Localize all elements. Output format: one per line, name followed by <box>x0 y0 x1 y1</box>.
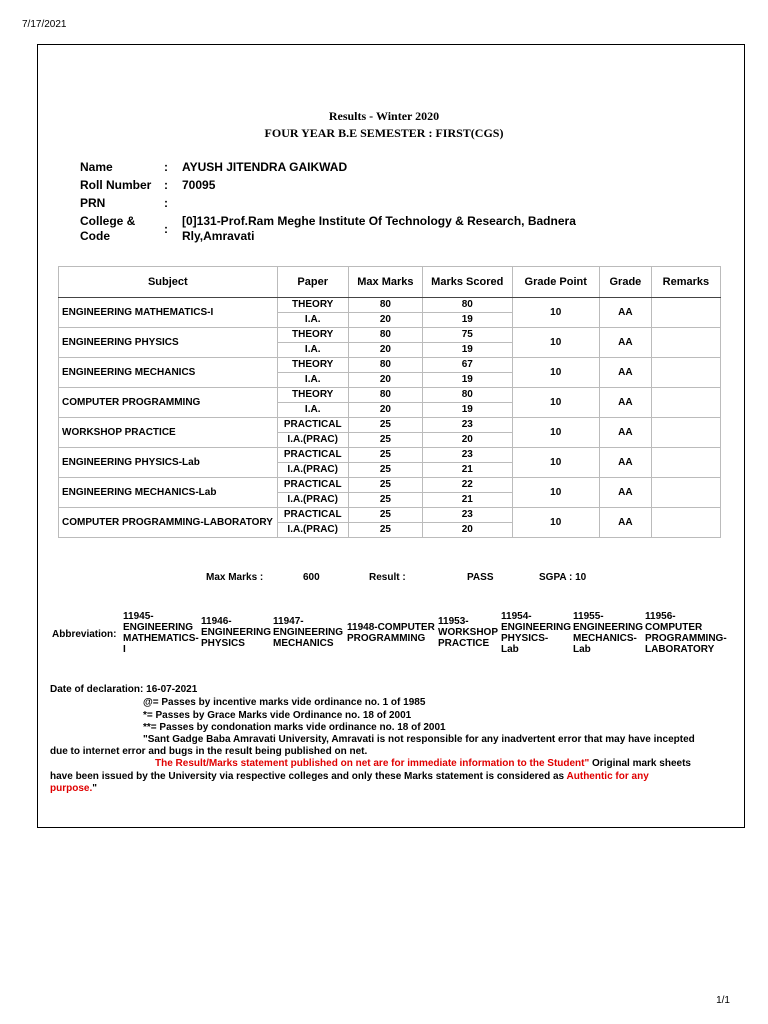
max-marks: 20 <box>348 403 422 418</box>
result-title: Results - Winter 2020 <box>328 109 440 123</box>
prn-label: PRN <box>80 196 106 210</box>
incentive-note: @= Passes by incentive marks vide ordinance no. 1 of 1985 <box>143 697 426 708</box>
paper-type: PRACTICAL <box>277 508 348 523</box>
college-line-2: Rly,Amravati <box>182 229 255 243</box>
grade: AA <box>599 448 651 478</box>
abbreviation-label: Abbreviation: <box>52 629 117 640</box>
net-notice-line <box>155 757 691 770</box>
roll-label: Roll Number <box>80 178 152 192</box>
marks-table <box>58 266 721 538</box>
marks-scored: 19 <box>423 373 512 388</box>
paper-type: I.A. <box>277 313 348 328</box>
authentic-red: Authentic for any <box>566 771 649 782</box>
max-marks: 80 <box>348 298 422 313</box>
paper-type: I.A. <box>277 343 348 358</box>
grade-point: 10 <box>512 478 599 508</box>
purpose-red: purpose. <box>50 783 93 794</box>
max-marks: 80 <box>348 328 422 343</box>
col-marks-scored: Marks Scored <box>423 267 512 298</box>
abbreviation-item: 11947- ENGINEERING MECHANICS <box>273 616 344 649</box>
max-marks: 20 <box>348 373 422 388</box>
col-paper: Paper <box>277 267 348 298</box>
max-marks: 25 <box>348 433 422 448</box>
marks-scored: 21 <box>423 463 512 478</box>
max-marks: 20 <box>348 313 422 328</box>
semester-title: FOUR YEAR B.E SEMESTER : FIRST(CGS) <box>264 126 504 140</box>
paper-type: I.A.(PRAC) <box>277 523 348 538</box>
remarks <box>651 418 720 448</box>
grade-point: 10 <box>512 328 599 358</box>
table-row <box>59 418 721 433</box>
max-marks: 25 <box>348 523 422 538</box>
grade: AA <box>599 298 651 328</box>
remarks <box>651 298 720 328</box>
remarks <box>651 478 720 508</box>
subject-name: COMPUTER PROGRAMMING-LABORATORY <box>59 508 278 538</box>
college-colon: : <box>164 222 168 236</box>
marks-scored: 20 <box>423 433 512 448</box>
issued-text: have been issued by the University via respective colleges and only these Marks statement is considered as <box>50 771 565 782</box>
result-value: PASS <box>467 572 494 583</box>
disclaimer-line-2: due to internet error and bugs in the result being published on net. <box>50 746 368 757</box>
table-header-row <box>59 267 721 298</box>
condonation-note: **= Passes by condonation marks vide ordinance no. 18 of 2001 <box>143 722 446 733</box>
max-marks: 80 <box>348 358 422 373</box>
subject-name: ENGINEERING MECHANICS <box>59 358 278 388</box>
marks-scored: 23 <box>423 418 512 433</box>
max-marks: 25 <box>348 493 422 508</box>
paper-type: THEORY <box>277 328 348 343</box>
col-grade: Grade <box>599 267 651 298</box>
subject-name: WORKSHOP PRACTICE <box>59 418 278 448</box>
paper-type: PRACTICAL <box>277 478 348 493</box>
col-remarks: Remarks <box>651 267 720 298</box>
paper-type: THEORY <box>277 298 348 313</box>
paper-type: PRACTICAL <box>277 448 348 463</box>
marks-scored: 21 <box>423 493 512 508</box>
col-subject: Subject <box>59 267 278 298</box>
subject-name: COMPUTER PROGRAMMING <box>59 388 278 418</box>
issued-line <box>50 770 649 783</box>
grade: AA <box>599 328 651 358</box>
college-label-1: College & <box>80 214 136 228</box>
max-marks: 25 <box>348 418 422 433</box>
abbreviation-item: 11956- COMPUTER PROGRAMMING- LABORATORY <box>645 611 727 655</box>
marks-scored: 19 <box>423 403 512 418</box>
max-marks: 25 <box>348 448 422 463</box>
subject-name: ENGINEERING MATHEMATICS-I <box>59 298 278 328</box>
remarks <box>651 508 720 538</box>
subject-name: ENGINEERING PHYSICS-Lab <box>59 448 278 478</box>
table-row <box>59 388 721 403</box>
marks-scored: 67 <box>423 358 512 373</box>
grade: AA <box>599 478 651 508</box>
subject-name: ENGINEERING PHYSICS <box>59 328 278 358</box>
table-row <box>59 298 721 313</box>
page-number: 1/1 <box>716 995 730 1006</box>
paper-type: I.A.(PRAC) <box>277 463 348 478</box>
col-grade-point: Grade Point <box>512 267 599 298</box>
max-marks: 25 <box>348 508 422 523</box>
grade: AA <box>599 418 651 448</box>
max-marks: 80 <box>348 388 422 403</box>
original-marksheets: Original mark sheets <box>589 758 691 769</box>
max-marks: 25 <box>348 478 422 493</box>
grade: AA <box>599 388 651 418</box>
college-label-2: Code <box>80 229 110 243</box>
print-date: 7/17/2021 <box>22 19 67 30</box>
paper-type: I.A.(PRAC) <box>277 433 348 448</box>
prn-colon: : <box>164 196 168 210</box>
paper-type: THEORY <box>277 388 348 403</box>
remarks <box>651 448 720 478</box>
grade-point: 10 <box>512 418 599 448</box>
remarks <box>651 328 720 358</box>
roll-number: 70095 <box>182 178 216 192</box>
remarks <box>651 358 720 388</box>
paper-type: I.A. <box>277 403 348 418</box>
paper-type: THEORY <box>277 358 348 373</box>
max-marks-value: 600 <box>303 572 320 583</box>
remarks <box>651 388 720 418</box>
max-marks: 25 <box>348 463 422 478</box>
grade-point: 10 <box>512 298 599 328</box>
college-line-1: [0]131-Prof.Ram Meghe Institute Of Technology & Research, Badnera <box>182 214 576 228</box>
abbreviation-item: 11948-COMPUTER PROGRAMMING <box>347 622 435 644</box>
table-row <box>59 478 721 493</box>
declaration-date: Date of declaration: 16-07-2021 <box>50 684 198 695</box>
roll-colon: : <box>164 178 168 192</box>
abbreviation-item: 11946- ENGINEERING PHYSICS <box>201 616 272 649</box>
purpose-line <box>50 782 97 795</box>
grade-point: 10 <box>512 448 599 478</box>
marks-scored: 22 <box>423 478 512 493</box>
grade: AA <box>599 508 651 538</box>
table-row <box>59 328 721 343</box>
grade-point: 10 <box>512 358 599 388</box>
table-row <box>59 448 721 463</box>
marks-scored: 20 <box>423 523 512 538</box>
max-marks-label: Max Marks : <box>206 572 264 583</box>
paper-type: I.A. <box>277 373 348 388</box>
name-colon: : <box>164 160 168 174</box>
grace-note: *= Passes by Grace Marks vide Ordinance no. 18 of 2001 <box>143 710 412 721</box>
marks-scored: 80 <box>423 298 512 313</box>
marks-scored: 19 <box>423 313 512 328</box>
col-max-marks: Max Marks <box>348 267 422 298</box>
name-label: Name <box>80 160 113 174</box>
table-row <box>59 358 721 373</box>
net-notice-red: The Result/Marks statement published on net are for immediate information to the Student" <box>155 758 590 769</box>
abbreviation-item: 11954- ENGINEERING PHYSICS- Lab <box>501 611 572 655</box>
disclaimer-line-1: "Sant Gadge Baba Amravati University, Amravati is not responsible for any inadvertent error that may have incepted <box>143 734 695 745</box>
result-label: Result : <box>369 572 406 583</box>
marks-scored: 19 <box>423 343 512 358</box>
marks-scored: 23 <box>423 508 512 523</box>
abbreviation-item: 11945- ENGINEERING MATHEMATICS- I <box>123 611 199 655</box>
marks-scored: 80 <box>423 388 512 403</box>
abbreviation-item: 11953- WORKSHOP PRACTICE <box>438 616 498 649</box>
student-name: AYUSH JITENDRA GAIKWAD <box>182 160 348 174</box>
sgpa: SGPA : 10 <box>539 572 587 583</box>
table-row <box>59 508 721 523</box>
purpose-end: " <box>92 783 97 794</box>
subject-name: ENGINEERING MECHANICS-Lab <box>59 478 278 508</box>
paper-type: PRACTICAL <box>277 418 348 433</box>
max-marks: 20 <box>348 343 422 358</box>
marks-scored: 23 <box>423 448 512 463</box>
marks-scored: 75 <box>423 328 512 343</box>
grade: AA <box>599 358 651 388</box>
grade-point: 10 <box>512 508 599 538</box>
grade-point: 10 <box>512 388 599 418</box>
paper-type: I.A.(PRAC) <box>277 493 348 508</box>
abbreviation-item: 11955- ENGINEERING MECHANICS- Lab <box>573 611 644 655</box>
